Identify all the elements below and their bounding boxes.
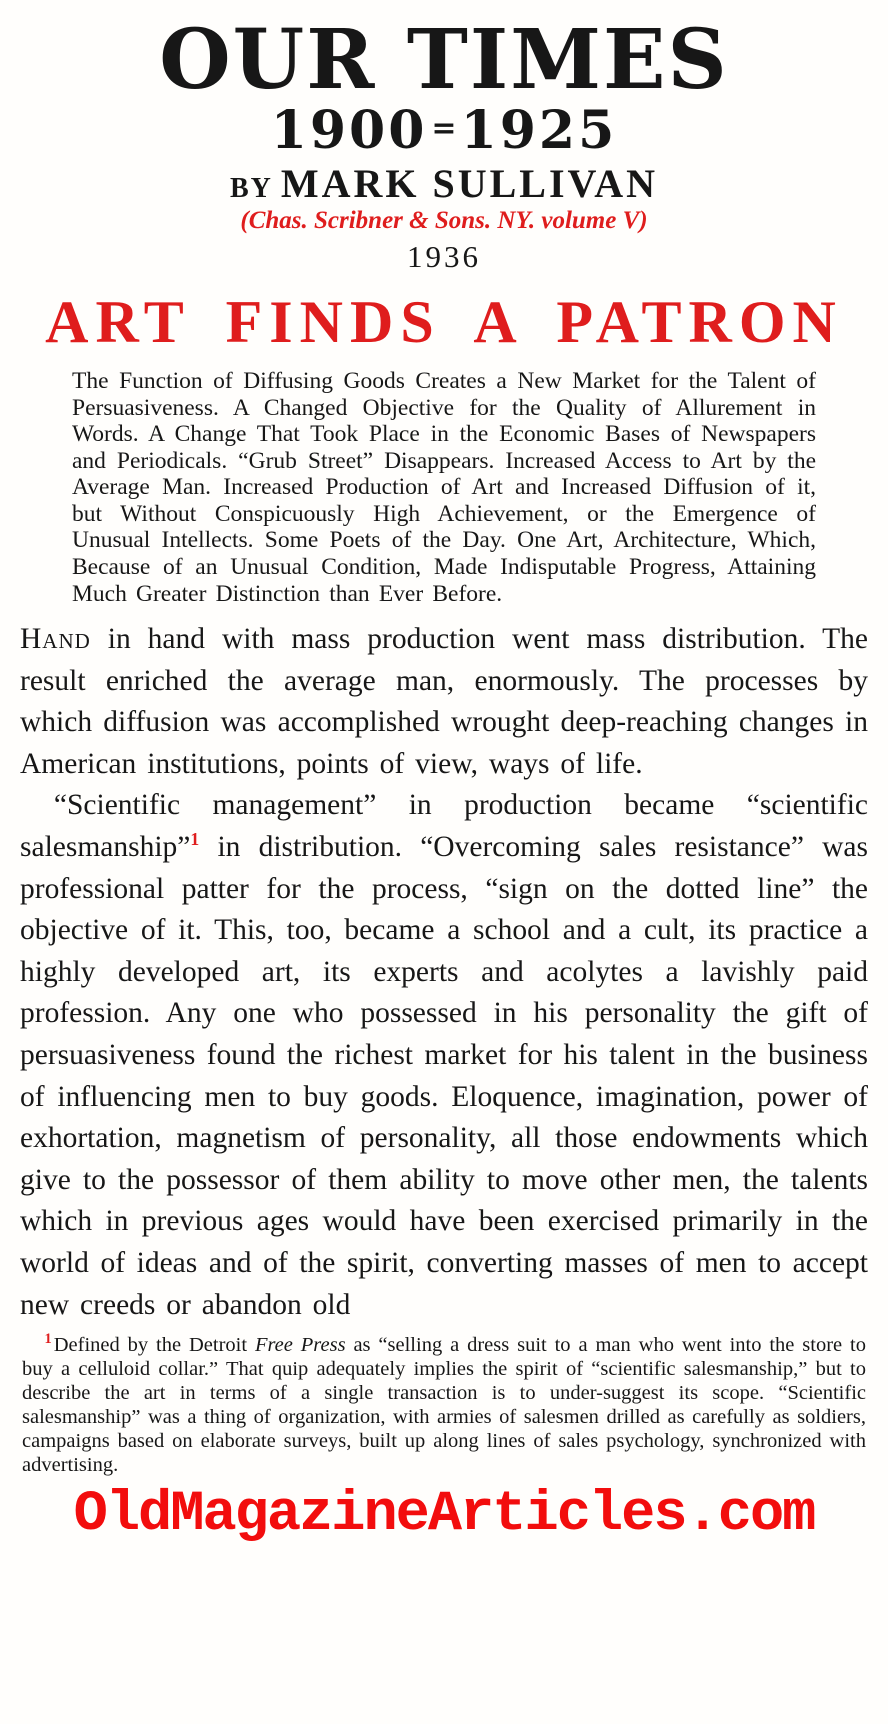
site-watermark: OldMagazineArticles.com bbox=[73, 1483, 815, 1548]
footnote-text-before-italic: Defined by the Detroit bbox=[53, 1334, 255, 1357]
footnote-text-after-italic: as “selling a dress suit to a man who went into the store to buy a celluloid collar.” That quip adequately implies the spirit of “scientific salesmanship,” but to describe the art in terms of a single transaction is to under-suggest its scope. “Scientific salesmanship” was a thing of organization, with armies of salesmen drilled as carefully as soldiers, campaigns based on elaborate surveys, built up along lines of sales psychology, synchronized with advertising. bbox=[22, 1334, 866, 1477]
paragraph-2-text-after-ref: in distribution. “Overcoming sales resistance” was professional patter for the process, “sign on the dotted line” the objective of it. This, too, became a school and a cult, its practice a highly developed art, its experts and acolytes a lavishly paid profession. Any one who possessed in his personality the gift of persuasiveness found the richest market for his talent in the business of influencing men to buy goods. Eloquence, imagination, power of exhortation, magnetism of personality, all those endowments which give to the possessor of them ability to move other men, the talents which in previous ages would have been exercised primarily in the world of ideas and of the spirit, converting masses of men to accept new creeds or abandon old bbox=[20, 831, 868, 1321]
edition-year: 1936 bbox=[407, 239, 481, 275]
publisher-note: (Chas. Scribner & Sons. NY. volume V) bbox=[240, 206, 648, 234]
footnote-publication-name: Free Press bbox=[254, 1334, 346, 1357]
paragraph-1-text: in hand with mass production went mass distribution. The result enriched the average man, enormously. The processes by which diffusion was accomplished wrought deep-reaching changes in American institutions, points of view, ways of life. bbox=[20, 623, 868, 780]
magazine-title: OUR TIMES bbox=[159, 12, 729, 108]
article-headline: ART FINDS A PATRON bbox=[45, 289, 843, 356]
date-range-end: 1925 bbox=[460, 99, 618, 161]
body-paragraph-1 bbox=[20, 619, 868, 785]
footnote-reference: 1 bbox=[190, 829, 200, 850]
date-range bbox=[20, 99, 868, 161]
footnote bbox=[22, 1331, 866, 1478]
author-name: MARK SULLIVAN bbox=[280, 160, 659, 206]
article-summary: The Function of Diffusing Goods Creates a New Market for the Talent of Persuasiveness. A Changed Objective for the Quality of Allurement in Words. A Change That Took Place in the Economic Bases of Newspapers and Periodicals. “Grub Street” Disappears. Increased Access to Art by the Average Man. Increased Production of Art and Increased Diffusion of it, but Without Conspicuously High Achievement, or the Emergence of Unusual Intellects. Some Poets of the Day. One Art, Architecture, Which, Because of an Unusual Condition, Made Indisputable Progress, Attaining Much Greater Distinction than Ever Before. bbox=[72, 368, 816, 607]
paragraph-2-text-before-ref: “Scientific management” in production became “scientific salesmanship” bbox=[20, 789, 868, 864]
byline-prefix: BY bbox=[229, 172, 281, 204]
footnote-marker: 1 bbox=[44, 1331, 52, 1348]
body-paragraph-2 bbox=[20, 785, 868, 1326]
byline bbox=[20, 160, 868, 206]
date-range-separator: = bbox=[431, 110, 457, 146]
date-range-start: 1900 bbox=[270, 99, 428, 161]
masthead bbox=[20, 12, 868, 275]
lead-word: Hand bbox=[20, 623, 91, 656]
